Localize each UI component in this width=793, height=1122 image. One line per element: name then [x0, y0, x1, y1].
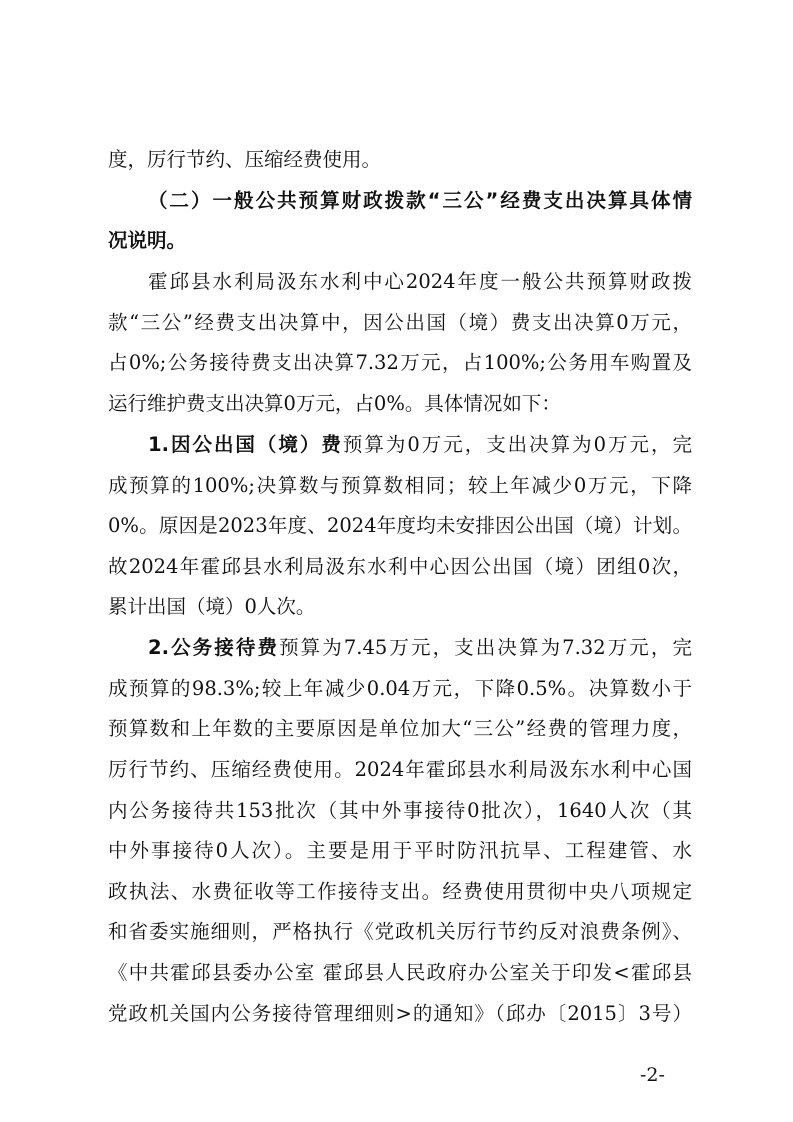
paragraph-line: 累计出国（境）0人次。: [108, 595, 316, 618]
item-1-text: 预算为0万元，支出决算为0万元，完: [342, 433, 692, 456]
item-1-label: 1.因公出国（境）费: [148, 433, 343, 456]
paragraph-line: 《中共霍邱县委办公室 霍邱县人民政府办公室关于印发<霍邱县: [108, 961, 692, 984]
paragraph-line: 度，厉行节约、压缩经费使用。: [108, 148, 382, 171]
paragraph-line: 款“三公”经费支出决算中，因公出国（境）费支出决算0万元，: [108, 311, 692, 334]
paragraph-line: 政执法、水费征收等工作接待支出。经费使用贯彻中央八项规定: [108, 880, 692, 903]
page-number: -2-: [640, 1064, 665, 1086]
paragraph-line: 运行维护费支出决算0万元，占0%。具体情况如下：: [108, 392, 561, 415]
item-2-first-line: [148, 636, 692, 660]
paragraph-line: 成预算的98.3%;较上年减少0.04万元，下降0.5%。决算数小于: [108, 677, 692, 700]
section-heading-line: （二）一般公共预算财政拨款“三公”经费支出决算具体情: [148, 189, 692, 212]
paragraph-line: 预算数和上年数的主要原因是单位加大“三公”经费的管理力度，: [108, 717, 692, 740]
paragraph-line: 中外事接待0人次）。主要是用于平时防汛抗旱、工程建管、水: [108, 839, 692, 862]
paragraph-line: 内公务接待共153批次（其中外事接待0批次），1640人次（其: [108, 799, 692, 822]
paragraph-line: 厉行节约、压缩经费使用。2024年霍邱县水利局汲东水利中心国: [108, 758, 692, 781]
paragraph-line: 0%。原因是2023年度、2024年度均未安排因公出国（境）计划。: [108, 514, 692, 537]
paragraph-line: 占0%;公务接待费支出决算7.32万元，占100%;公务用车购置及: [108, 351, 692, 374]
section-heading-line: 况说明。: [108, 229, 187, 252]
paragraph-line: 党政机关国内公务接待管理细则>的通知》（邱办〔2015〕3号）: [108, 1002, 692, 1025]
item-2-text: 预算为7.45万元，支出决算为7.32万元，完: [279, 636, 692, 659]
paragraph-line: 故2024年霍邱县水利局汲东水利中心因公出国（境）团组0次，: [108, 555, 692, 578]
paragraph-line: 成预算的100%;决算数与预算数相同；较上年减少0万元，下降: [108, 474, 692, 497]
item-2-label: 2.公务接待费: [148, 636, 280, 659]
paragraph-line: 霍邱县水利局汲东水利中心2024年度一般公共预算财政拨: [148, 270, 692, 293]
item-1-first-line: [148, 433, 692, 457]
paragraph-line: 和省委实施细则，严格执行《党政机关厉行节约反对浪费条例》、: [108, 920, 692, 943]
